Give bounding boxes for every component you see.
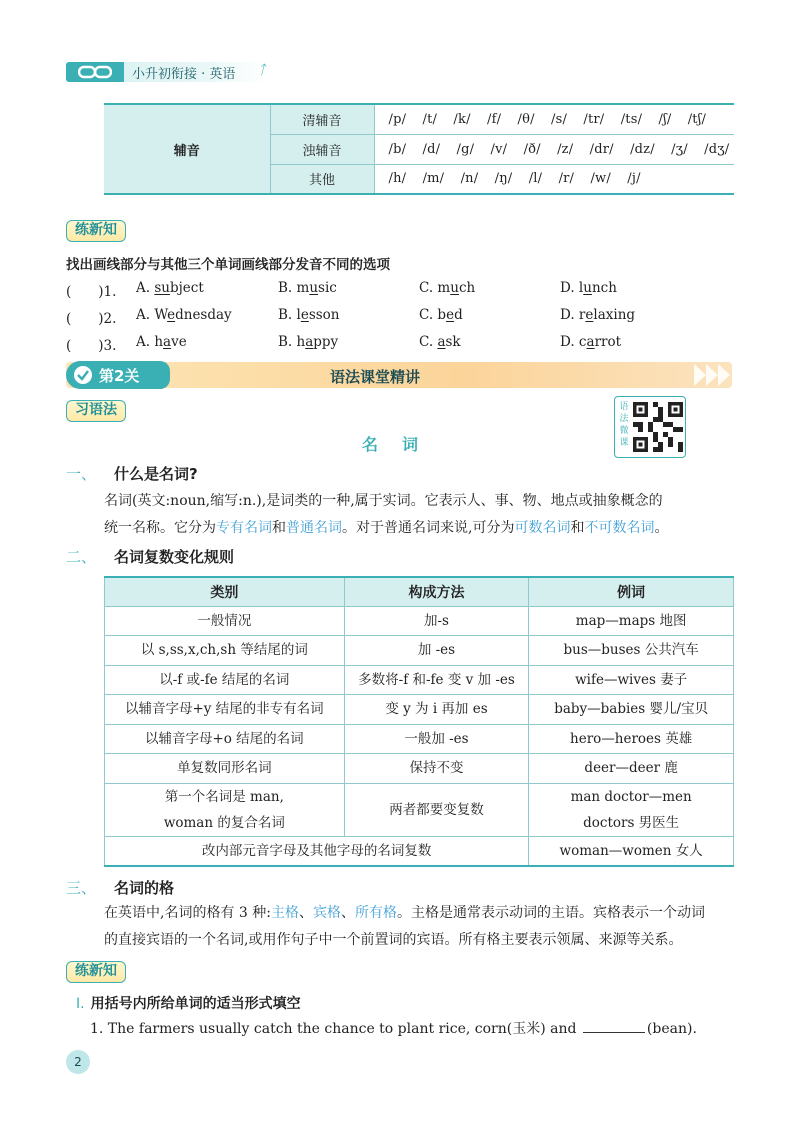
chain-logo-icon [66, 62, 124, 82]
chevron-icon [718, 364, 730, 386]
option-b[interactable]: B. happy [278, 334, 339, 350]
section-heading: 三、 名词的格 [66, 879, 175, 897]
keyword: 普通名词 [286, 520, 342, 536]
option-c[interactable]: C. bed [419, 307, 463, 323]
option-c[interactable]: C. much [419, 280, 476, 296]
option-a[interactable]: A. subject [136, 280, 204, 296]
practice-badge: 练新知 [66, 220, 126, 242]
table-row: 以-f 或-fe 结尾的名词 多数将-f 和-fe 变 v 加 -es wife—wives 妻子 [105, 665, 734, 695]
table-row: 一般情况 加-s map—maps 地图 [105, 606, 734, 636]
runner-icon: ᛏ [258, 63, 266, 78]
question-row [66, 334, 736, 356]
qr-label: 语法微课 [619, 402, 629, 448]
table-row: 以 s,ss,x,ch,sh 等结尾的词 加 -es bus—buses 公共汽车 [105, 636, 734, 666]
consonant-group-label: 辅音 [104, 104, 270, 194]
section-heading: 一、 什么是名词? [66, 465, 198, 483]
consonant-table [104, 103, 734, 195]
paragraph: 在英语中,名词的格有 3 种:主格、宾格、所有格。主格是通常表示动词的主语。宾格表示一个动词 的直接宾语的一个名词,或用作句子中一个前置词的宾语。所有格主要表示领属、来源等关系。 [104, 905, 705, 948]
question-number: ( )2. [66, 311, 117, 327]
chevron-icon [706, 364, 718, 386]
keyword: 专有名词 [216, 520, 272, 536]
section-heading: 二、 名词复数变化规则 [66, 548, 235, 566]
checkmark-icon [74, 366, 92, 384]
table-row: 以辅音字母+y 结尾的非专有名词 变 y 为 i 再加 es baby—babies 婴儿/宝贝 [105, 695, 734, 725]
option-b[interactable]: B. music [278, 280, 337, 296]
exercise-heading: Ⅰ. 用括号内所给单词的适当形式填空 [76, 996, 301, 1012]
plural-rules-table [104, 576, 734, 867]
question-number: ( )1. [66, 284, 117, 300]
header-title: 小升初衔接 · 英语 [132, 67, 236, 82]
paragraph: 名词(英文:noun,缩写:n.),是词类的一种,属于实词。它表示人、事、物、地点或抽象概念的 统一名称。它分为专有名词和普通名词。对于普通名词来说,可分为可数名词和不可数名词。 [104, 493, 669, 536]
question-number: ( )3. [66, 338, 117, 354]
practice-instruction: 找出画线部分与其他三个单词画线部分发音不同的选项 [66, 257, 390, 273]
option-d[interactable]: D. relaxing [560, 307, 636, 323]
keyword: 宾格 [312, 905, 341, 921]
qr-code-icon[interactable] [614, 396, 686, 458]
option-a[interactable]: A. have [136, 334, 187, 350]
option-a[interactable]: A. Wednesday [136, 307, 232, 323]
table-row: 改内部元音字母及其他字母的名词复数 woman—women 女人 [105, 836, 734, 866]
keyword: 可数名词 [514, 520, 571, 536]
table-row: 单复数同形名词 保持不变 deer—deer 鹿 [105, 754, 734, 784]
practice-badge: 练新知 [66, 961, 126, 983]
grammar-badge: 习语法 [66, 400, 126, 422]
row-sounds: /p/ /t/ /k/ /f/ /θ/ /s/ /tr/ /ts/ /ʃ/ /tʃ/ [374, 104, 734, 134]
question-row [66, 280, 736, 302]
keyword: 主格 [270, 905, 299, 921]
row-sounds: /h/ /m/ /n/ /ŋ/ /l/ /r/ /w/ /j/ [374, 164, 734, 194]
level-tag [66, 361, 170, 389]
option-c[interactable]: C. ask [419, 334, 461, 350]
column-header: 例词 [529, 577, 734, 606]
table-row: 第一个名词是 man, woman 的复合名词 两者都要变复数 man doctor—men doctors 男医生 [105, 783, 734, 836]
banner-title: 语法课堂精讲 [330, 368, 421, 386]
answer-blank[interactable] [583, 1019, 645, 1033]
exercise-item: 1. The farmers usually catch the chance to plant rice, corn(玉米) and (bean). [90, 1021, 697, 1037]
table-row: 以辅音字母+o 结尾的名词 一般加 -es hero—heroes 英雄 [105, 724, 734, 754]
page-number: 2 [66, 1050, 90, 1074]
option-b[interactable]: B. lesson [278, 307, 340, 323]
option-d[interactable]: D. carrot [560, 334, 622, 350]
chevron-icon [694, 364, 706, 386]
row-label: 浊辅音 [270, 134, 374, 164]
keyword: 不可数名词 [584, 520, 655, 536]
row-sounds: /b/ /d/ /g/ /v/ /ð/ /z/ /dr/ /dz/ /ʒ/ /dʒ/ [374, 134, 734, 164]
option-d[interactable]: D. lunch [560, 280, 617, 296]
column-header: 类别 [105, 577, 345, 606]
row-label: 清辅音 [270, 104, 374, 134]
level-label: 第2关 [99, 367, 140, 385]
column-header: 构成方法 [344, 577, 529, 606]
grammar-title: 名词 [362, 435, 443, 454]
question-row [66, 307, 736, 329]
row-label: 其他 [270, 164, 374, 194]
keyword: 所有格 [354, 905, 397, 921]
